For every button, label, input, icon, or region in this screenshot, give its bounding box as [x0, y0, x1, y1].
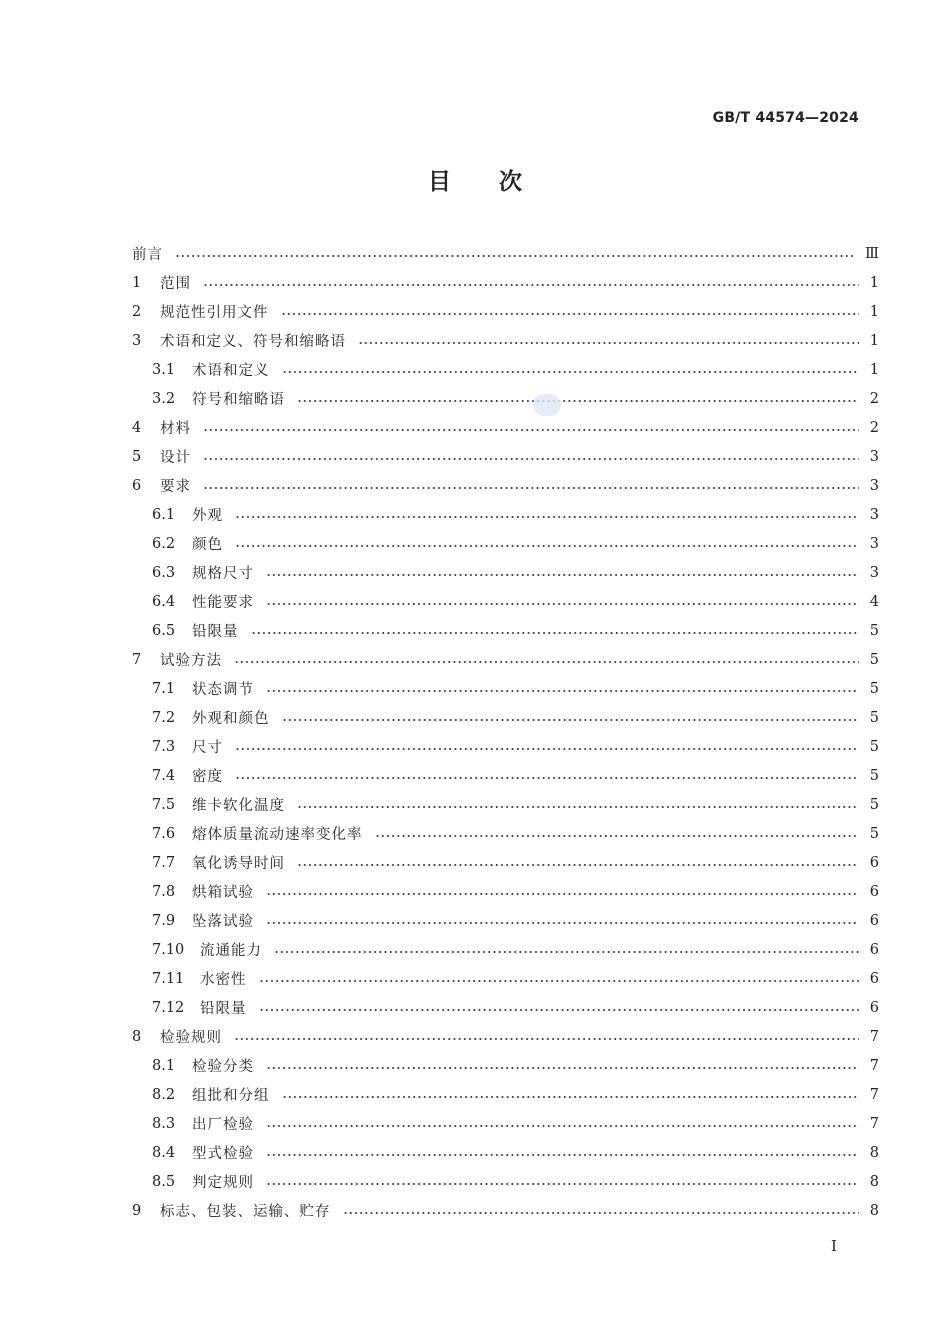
toc-leader-dots [282, 371, 860, 373]
toc-entry[interactable] [132, 239, 879, 268]
toc-entry-page: 7 [869, 1028, 879, 1045]
toc-entry-number: 8.2 [152, 1086, 176, 1103]
toc-entry-number: 2 [132, 303, 142, 320]
toc-entry-number: 7.4 [152, 767, 176, 784]
toc-entry-title: 坠落试验 [192, 914, 254, 930]
toc-entry-title: 试验方法 [160, 653, 222, 669]
toc-leader-dots [358, 342, 859, 344]
toc-entry-number: 1 [132, 274, 142, 291]
toc-leader-dots [282, 719, 860, 721]
toc-entry-page: 6 [869, 941, 879, 958]
toc-entry[interactable] [132, 761, 879, 790]
toc-entry-page: Ⅲ [865, 245, 879, 262]
toc-leader-dots [203, 487, 859, 489]
toc-leader-dots [235, 516, 859, 518]
toc-entry[interactable] [132, 616, 879, 645]
toc-entry-number: 9 [132, 1202, 142, 1219]
toc-entry[interactable] [132, 1080, 879, 1109]
toc-entry[interactable] [132, 732, 879, 761]
toc-leader-dots [266, 690, 859, 692]
toc-leader-dots [297, 806, 859, 808]
toc-entry-title: 术语和定义 [192, 363, 270, 379]
page-title: 目次 [428, 168, 570, 195]
toc-entry-number: 5 [132, 448, 142, 465]
toc-entry-number: 8.3 [152, 1115, 176, 1132]
toc-entry-page: 3 [869, 564, 879, 581]
toc-entry[interactable] [132, 848, 879, 877]
toc-entry-page: 6 [869, 999, 879, 1016]
toc-entry-number: 6 [132, 477, 142, 494]
toc-entry-number: 7 [132, 651, 142, 668]
toc-leader-dots [343, 1212, 860, 1214]
toc-entry-number: 7.8 [152, 883, 176, 900]
toc-entry[interactable] [132, 1138, 879, 1167]
toc-entry-page: 3 [869, 448, 879, 465]
toc-entry[interactable] [132, 819, 879, 848]
toc-entry[interactable] [132, 326, 879, 355]
toc-leader-dots [266, 1183, 859, 1185]
toc-leader-dots [203, 458, 859, 460]
toc-entry-page: 7 [869, 1057, 879, 1074]
toc-entry-title: 范围 [160, 276, 191, 292]
toc-entry-number: 6.3 [152, 564, 176, 581]
toc-entry-title: 流通能力 [200, 943, 262, 959]
toc-entry-title: 维卡软化温度 [192, 798, 285, 814]
toc-entry-title: 标志、包装、运输、贮存 [160, 1204, 331, 1220]
toc-entry-title: 规格尺寸 [192, 566, 254, 582]
toc-entry-number: 7.2 [152, 709, 176, 726]
toc-entry[interactable] [132, 558, 879, 587]
toc-entry-page: 1 [869, 274, 879, 291]
toc-leader-dots [259, 980, 860, 982]
toc-entry-page: 2 [869, 390, 879, 407]
toc-entry-page: 6 [869, 883, 879, 900]
toc-entry-number: 3.2 [152, 390, 176, 407]
toc-leader-dots [266, 1125, 859, 1127]
page-number: I [831, 1237, 837, 1255]
toc-entry[interactable] [132, 471, 879, 500]
toc-entry-page: 5 [869, 796, 879, 813]
toc-entry-number: 6.1 [152, 506, 176, 523]
toc-entry-title: 设计 [160, 450, 191, 466]
toc-entry-page: 3 [869, 477, 879, 494]
toc-entry-number: 6.2 [152, 535, 176, 552]
toc-entry-title: 型式检验 [192, 1146, 254, 1162]
toc-entry[interactable] [132, 935, 879, 964]
toc-entry-page: 3 [869, 535, 879, 552]
toc-entry[interactable] [132, 500, 879, 529]
toc-entry[interactable] [132, 529, 879, 558]
toc-leader-dots [266, 603, 859, 605]
toc-entry-number: 6.4 [152, 593, 176, 610]
toc-entry-title: 氧化诱导时间 [192, 856, 285, 872]
toc-entry-title: 要求 [160, 479, 191, 495]
toc-leader-dots [235, 545, 859, 547]
toc-entry-number: 7.6 [152, 825, 176, 842]
toc-leader-dots [281, 313, 860, 315]
toc-entry-title: 尺寸 [192, 740, 223, 756]
toc-entry-page: 5 [869, 709, 879, 726]
toc-entry-title: 组批和分组 [192, 1088, 270, 1104]
toc-entry-title: 判定规则 [192, 1175, 254, 1191]
toc-entry-title: 检验规则 [160, 1030, 222, 1046]
toc-entry-title: 水密性 [200, 972, 247, 988]
toc-entry-number: 7.7 [152, 854, 176, 871]
toc-entry-page: 7 [869, 1115, 879, 1132]
toc-leader-dots [259, 1009, 860, 1011]
toc-entry[interactable] [132, 1109, 879, 1138]
toc-entry[interactable] [132, 877, 879, 906]
toc-entry[interactable] [132, 1022, 879, 1051]
toc-leader-dots [234, 661, 859, 663]
toc-leader-dots [203, 429, 859, 431]
toc-entry[interactable] [132, 268, 879, 297]
toc-entry-page: 6 [869, 912, 879, 929]
toc-entry-page: 5 [869, 622, 879, 639]
toc-entry-page: 1 [869, 303, 879, 320]
toc-entry-page: 8 [869, 1173, 879, 1190]
toc-entry-title: 外观和颜色 [192, 711, 270, 727]
toc-entry[interactable] [132, 906, 879, 935]
toc-entry-title: 前言 [132, 247, 163, 263]
toc-entry[interactable] [132, 993, 879, 1022]
toc-entry-number: 6.5 [152, 622, 176, 639]
toc-leader-dots [274, 951, 859, 953]
toc-entry-title: 材料 [160, 421, 191, 437]
toc-entry-number: 7.5 [152, 796, 176, 813]
toc-entry[interactable] [132, 645, 879, 674]
toc-entry-page: 5 [869, 825, 879, 842]
toc-entry-number: 3 [132, 332, 142, 349]
toc-entry-page: 5 [869, 767, 879, 784]
toc-entry-page: 4 [869, 593, 879, 610]
toc-entry[interactable] [132, 587, 879, 616]
toc-entry[interactable] [132, 790, 879, 819]
toc-entry-page: 8 [869, 1202, 879, 1219]
table-of-contents [132, 239, 879, 1225]
toc-entry-title: 检验分类 [192, 1059, 254, 1075]
toc-leader-dots [235, 748, 859, 750]
toc-leader-dots [266, 574, 859, 576]
toc-entry-title: 术语和定义、符号和缩略语 [160, 334, 346, 350]
toc-entry-number: 7.3 [152, 738, 176, 755]
watermark-logo [533, 394, 561, 416]
toc-entry-title: 熔体质量流动速率变化率 [192, 827, 363, 843]
toc-leader-dots [266, 922, 859, 924]
toc-entry-page: 5 [869, 680, 879, 697]
toc-entry-title: 颜色 [192, 537, 223, 553]
toc-entry-page: 3 [869, 506, 879, 523]
toc-entry-page: 8 [869, 1144, 879, 1161]
toc-entry[interactable] [132, 355, 879, 384]
toc-entry[interactable] [132, 413, 879, 442]
toc-entry-number: 8 [132, 1028, 142, 1045]
toc-entry-title: 密度 [192, 769, 223, 785]
toc-leader-dots [282, 1096, 860, 1098]
toc-entry-number: 4 [132, 419, 142, 436]
toc-entry-title: 外观 [192, 508, 223, 524]
toc-entry-page: 5 [869, 738, 879, 755]
toc-entry-number: 8.5 [152, 1173, 176, 1190]
toc-leader-dots [375, 835, 860, 837]
toc-leader-dots [251, 632, 860, 634]
toc-entry-title: 规范性引用文件 [160, 305, 269, 321]
toc-entry-page: 6 [869, 854, 879, 871]
toc-entry[interactable] [132, 1167, 879, 1196]
toc-entry[interactable] [132, 1051, 879, 1080]
toc-entry-number: 7.10 [152, 941, 185, 958]
toc-leader-dots [297, 864, 859, 866]
toc-entry-number: 7.11 [152, 970, 185, 987]
toc-entry-title: 烘箱试验 [192, 885, 254, 901]
toc-leader-dots [266, 893, 859, 895]
toc-leader-dots [203, 284, 859, 286]
toc-leader-dots [266, 1067, 859, 1069]
toc-entry-number: 8.1 [152, 1057, 176, 1074]
toc-entry-title: 铅限量 [192, 624, 239, 640]
toc-entry-title: 出厂检验 [192, 1117, 254, 1133]
toc-leader-dots [175, 255, 855, 257]
toc-entry-title: 铅限量 [200, 1001, 247, 1017]
toc-entry-page: 1 [869, 361, 879, 378]
toc-entry-number: 7.1 [152, 680, 176, 697]
toc-entry-title: 状态调节 [192, 682, 254, 698]
toc-entry[interactable] [132, 703, 879, 732]
toc-entry-page: 7 [869, 1086, 879, 1103]
toc-entry-number: 3.1 [152, 361, 176, 378]
toc-entry-number: 7.9 [152, 912, 176, 929]
standard-code: GB/T 44574—2024 [712, 110, 859, 126]
toc-leader-dots [234, 1038, 859, 1040]
toc-entry-page: 1 [869, 332, 879, 349]
toc-entry-number: 8.4 [152, 1144, 176, 1161]
toc-entry[interactable] [132, 964, 879, 993]
toc-entry[interactable] [132, 442, 879, 471]
toc-entry[interactable] [132, 297, 879, 326]
toc-entry-page: 5 [869, 651, 879, 668]
toc-entry[interactable] [132, 384, 879, 413]
toc-entry[interactable] [132, 1196, 879, 1225]
toc-entry-title: 性能要求 [192, 595, 254, 611]
toc-entry[interactable] [132, 674, 879, 703]
toc-entry-page: 6 [869, 970, 879, 987]
toc-leader-dots [235, 777, 859, 779]
toc-entry-number: 7.12 [152, 999, 185, 1016]
toc-entry-page: 2 [869, 419, 879, 436]
toc-leader-dots [297, 400, 859, 402]
toc-leader-dots [266, 1154, 859, 1156]
toc-entry-title: 符号和缩略语 [192, 392, 285, 408]
